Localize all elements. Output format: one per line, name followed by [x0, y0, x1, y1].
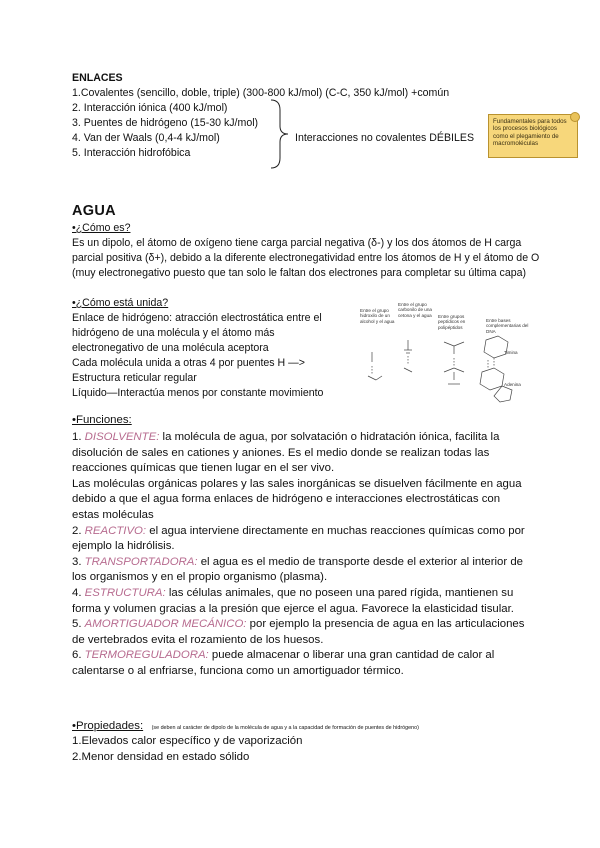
funcion-item: [72, 430, 530, 477]
figure-label: Entre el grupo hidroxilo de un alcohol y el agua: [360, 308, 395, 324]
funcion-item: [72, 617, 530, 648]
propiedades-note: (se deben al carácter de dipolo de la molécula de agua y a la capacidad de formación de puentes de hidrógeno): [151, 725, 419, 731]
funciones-list: [72, 430, 530, 680]
enlaces-title: ENLACES: [72, 72, 123, 84]
como-unida-line: hidrógeno de una molécula y el átomo más: [72, 327, 275, 339]
funcion-label: AMORTIGUADOR MECÁNICO:: [84, 618, 247, 631]
como-es-text: [72, 236, 539, 281]
funcion-num: 5.: [72, 618, 85, 631]
funcion-num: 1.: [72, 431, 85, 443]
sticky-note: [488, 114, 578, 158]
figure-label: Entre el grupo carbonilo de una cetona y el agua: [398, 302, 432, 318]
como-unida-line: Cada molécula unida a otras 4 por puentes H —>: [72, 357, 305, 369]
funcion-item: [72, 648, 530, 679]
curly-brace: [268, 98, 294, 170]
funcion-text: el agua interviene directamente en muchas reacciones químicas como por ejemplo la hidrólisis.: [72, 524, 525, 553]
como-es-line: (muy electronegativo puesto que tan solo le faltan dos electrones para completar su última capa): [72, 267, 527, 279]
funcion-text: por ejemplo la presencia de agua en las articulaciones de vertebrados evita el rozamiento de los huesos.: [72, 618, 525, 646]
como-es-line: parcial positiva (δ+), debido a la diferente electronegatividad entre los átomos de H y el átomo de O: [72, 252, 540, 264]
funcion-label: DISOLVENTE:: [84, 431, 160, 443]
funcion-text: Las moléculas orgánicas polares y las sales inorgánicas se disuelven fácilmente en agua debido a que el agua forma enlaces de hidrógeno e interacciones electrostáticas con estas moléculas: [72, 477, 522, 521]
funcion-item: [72, 555, 530, 586]
funcion-num: 4.: [72, 586, 85, 599]
funcion-item: [72, 586, 530, 617]
figure-side-label: Adenina: [504, 382, 521, 387]
como-unida-heading: •¿Cómo está unida?: [72, 297, 169, 309]
enlaces-item-5: 5. Interacción hidrofóbica: [72, 147, 191, 159]
funcion-text: el agua es el medio de transporte desde el exterior al interior de los organismos y en el propio organismo (plasma).: [72, 555, 524, 584]
funcion-item: [72, 524, 530, 555]
como-es-line: Es un dipolo, el átomo de oxígeno tiene carga parcial negativa (δ-) y los dos átomos de H carga: [72, 237, 522, 249]
propiedades-heading: •Propiedades:: [72, 720, 144, 732]
funcion-label: TERMOREGULADORA:: [84, 649, 209, 662]
como-unida-line: Líquido—Interactúa menos por constante movimiento: [72, 387, 324, 399]
como-es-heading: •¿Cómo es?: [72, 222, 131, 234]
enlaces-item-1: 1.Covalentes (sencillo, doble, triple) (300-800 kJ/mol) (C-C, 350 kJ/mol) +común: [72, 87, 450, 99]
funcion-label: TRANSPORTADORA:: [84, 555, 198, 568]
como-unida-line: Enlace de hidrógeno: atracción electrostática entre el: [72, 312, 322, 324]
propiedades-header: [72, 716, 419, 735]
enlaces-item-4: 4. Van der Waals (0,4-4 kJ/mol): [72, 132, 220, 144]
funcion-item: [72, 477, 530, 524]
funcion-text: la molécula de agua, por solvatación o hidratación iónica, facilita la disolución de sales en cationes y aniones. Es el medio donde se realizan todas las reacciones químicas que tienen lugar en el ser vivo.: [72, 431, 500, 475]
figure-label: Entre grupos peptídicos en polipéptidos: [438, 314, 466, 330]
funcion-label: REACTIVO:: [84, 524, 147, 537]
enlaces-item-3: 3. Puentes de hidrógeno (15-30 kJ/mol): [72, 117, 259, 129]
como-unida-line: electronegativo de una molécula aceptora: [72, 342, 269, 354]
funcion-num: 3.: [72, 555, 85, 568]
brace-label: Interacciones no covalentes DÉBILES: [295, 132, 475, 144]
hydrogen-bond-figure: [358, 300, 538, 410]
figure-side-label: Timina: [504, 350, 518, 355]
figure-label: Entre bases complementarias del DNA: [486, 318, 529, 334]
como-unida-text: [72, 311, 323, 401]
funcion-label: ESTRUCTURA:: [84, 586, 166, 599]
funcion-text: las células animales, que no poseen una pared rígida, mantienen su forma y volumen gracias a la presión que ejerce el agua. Favorece la elasticidad tisular.: [72, 586, 514, 615]
enlaces-item-2: 2. Interacción iónica (400 kJ/mol): [72, 102, 228, 114]
como-unida-line: Estructura reticular regular: [72, 372, 197, 384]
note-curl-icon: [570, 112, 580, 122]
sticky-note-text: Fundamentales para todos los procesos biológicos como el plegamiento de macromoléculas: [493, 118, 567, 148]
agua-title: AGUA: [72, 203, 116, 219]
funcion-num: 6.: [72, 649, 85, 662]
propiedad-item: 1.Elevados calor específico y de vaporización: [72, 735, 303, 747]
funcion-num: 2.: [72, 524, 85, 537]
molecule-structures: [358, 300, 538, 410]
propiedad-item: 2.Menor densidad en estado sólido: [72, 751, 250, 763]
funciones-heading: •Funciones:: [72, 414, 132, 426]
funcion-text: puede almacenar o liberar una gran cantidad de calor al calentarse o al enfriarse, funciona como un amortiguador térmico.: [72, 649, 495, 677]
